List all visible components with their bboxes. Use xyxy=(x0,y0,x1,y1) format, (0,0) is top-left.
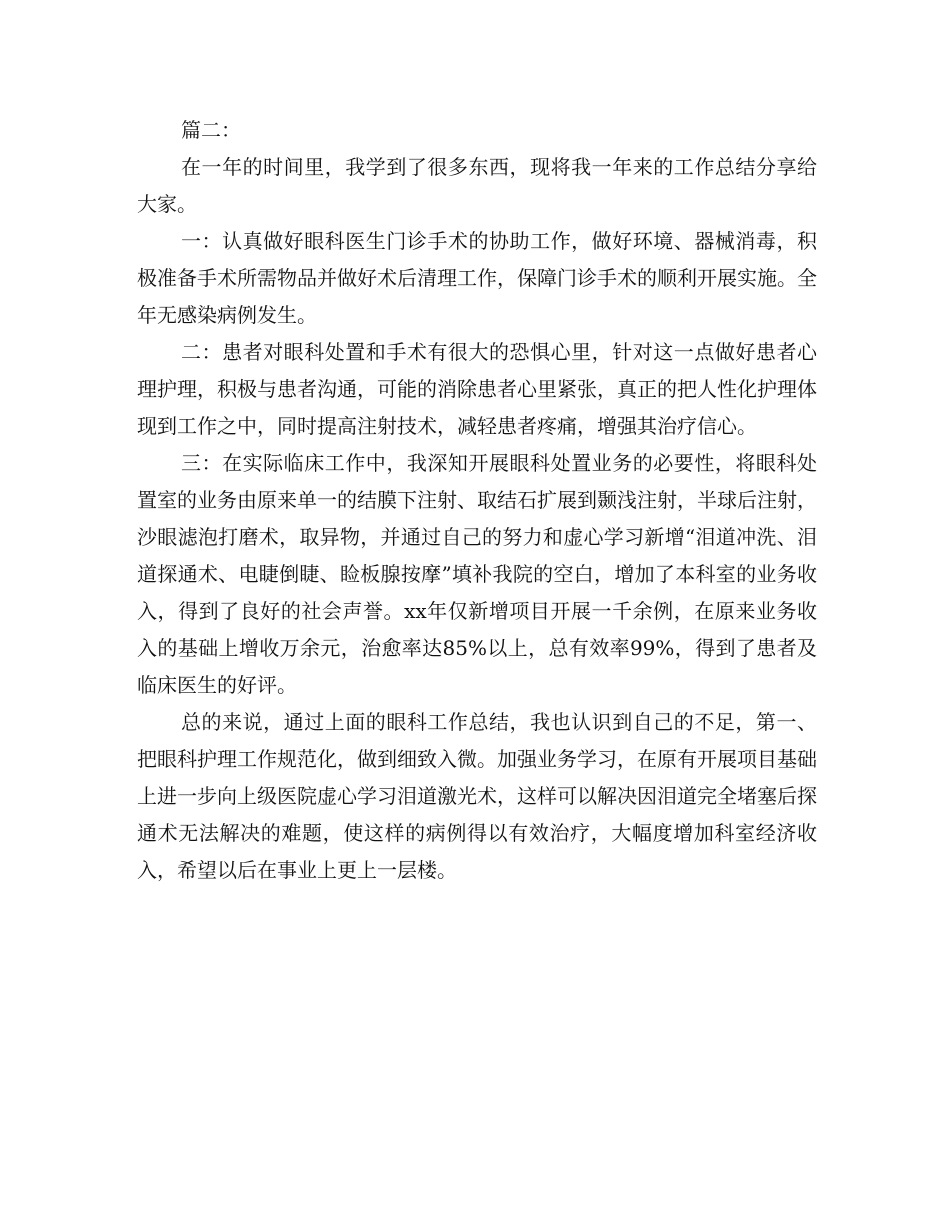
section-heading: 篇二： xyxy=(181,118,241,142)
paragraph-point-two: 二：患者对眼科处置和手术有很大的恐惧心里，针对这一点做好患者心理护理，积极与患者沟通，可能的消除患者心里紧张，真正的把人性化护理体现到工作之中，同时提高注射技术，减轻患者疼痛，增强其治疗信心。 xyxy=(137,340,817,438)
paragraph-summary: 总的来说，通过上面的眼科工作总结，我也认识到自己的不足，第一、把眼科护理工作规范化，做到细致入微。加强业务学习，在原有开展项目基础上进一步向上级医院虚心学习泪道激光术，这样可以解决因泪道完全堵塞后探通术无法解决的难题，使这样的病例得以有效治疗，大幅度增加科室经济收入，希望以后在事业上更上一层楼。 xyxy=(137,710,817,882)
paragraph-point-one: 一：认真做好眼科医生门诊手术的协助工作，做好环境、器械消毒，积极准备手术所需物品并做好术后清理工作，保障门诊手术的顺利开展实施。全年无感染病例发生。 xyxy=(137,229,817,327)
paragraph-intro: 在一年的时间里，我学到了很多东西，现将我一年来的工作总结分享给大家。 xyxy=(137,155,817,216)
paragraph-point-three: 三：在实际临床工作中，我深知开展眼科处置业务的必要性，将眼科处置室的业务由原来单一的结膜下注射、取结石扩展到颞浅注射，半球后注射，沙眼滤泡打磨术，取异物，并通过自己的努力和虚心学习新增“泪道冲洗、泪道探通术、电睫倒睫、睑板腺按摩”填补我院的空白，增加了本科室的业务收入，得到了良好的社会声誉。xx年仅新增项目开展一千余例，在原来业务收入的基础上增收万余元，治愈率达85%以上，总有效率99%，得到了患者及临床医生的好评。 xyxy=(137,451,817,697)
document-body xyxy=(137,112,817,889)
